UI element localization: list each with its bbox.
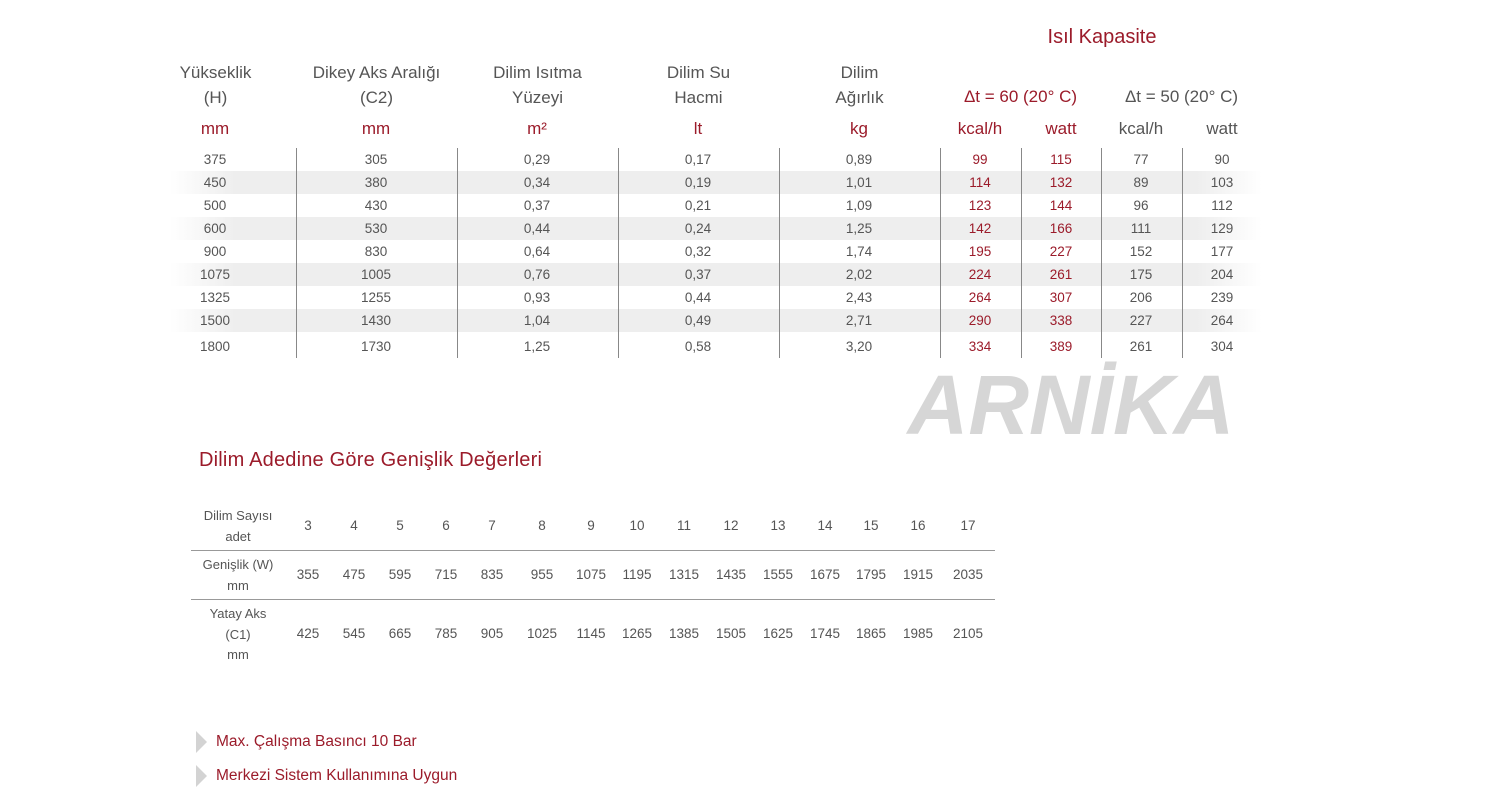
width-value: 835 — [480, 567, 504, 582]
column-divider — [1182, 148, 1183, 358]
width-value: 1435 — [715, 567, 747, 582]
width-value: 1555 — [762, 567, 794, 582]
row-divider — [191, 550, 995, 551]
delta-t-60-header: Δt = 60 (20° C) — [963, 87, 1078, 106]
table-cell: 900 — [203, 244, 227, 259]
slice-count-value: 10 — [629, 518, 645, 533]
table-cell: 0,89 — [845, 152, 873, 167]
table-cell: 1,25 — [845, 221, 873, 236]
table-cell: 307 — [1049, 290, 1073, 305]
table-cell: 530 — [364, 221, 388, 236]
table-cell: 129 — [1210, 221, 1234, 236]
capacity-table-body — [170, 148, 1262, 360]
table-cell: 227 — [1049, 244, 1073, 259]
table-cell: 144 — [1049, 198, 1073, 213]
width-value: 1195 — [622, 567, 652, 582]
header-line: Yüzeyi — [511, 88, 564, 107]
table-cell: 99 — [972, 152, 988, 167]
width-value: 1675 — [809, 567, 841, 582]
table-cell: 1325 — [199, 290, 231, 305]
horizontal-axis-value: 1985 — [902, 626, 934, 641]
slice-count-value: 16 — [910, 518, 926, 533]
table-cell: 338 — [1049, 313, 1073, 328]
table-row — [170, 286, 1262, 309]
unit-label: watt — [1206, 119, 1238, 138]
header-line: Hacmi — [674, 88, 723, 107]
table-cell: 334 — [968, 338, 992, 354]
horizontal-axis-value: 1385 — [668, 626, 700, 641]
slice-count-value: 6 — [442, 518, 450, 533]
table-cell: 0,17 — [684, 152, 712, 167]
header-weight — [779, 60, 940, 110]
thermal-capacity-title: Isıl Kapasite — [1047, 26, 1157, 48]
table-cell: 0,49 — [684, 313, 712, 328]
table-row — [170, 148, 1262, 171]
width-value: 1915 — [902, 567, 934, 582]
header-line: Dikey Aks Aralığı — [312, 63, 441, 82]
label-line: adet — [225, 528, 251, 544]
table-cell: 1800 — [199, 338, 231, 354]
table-cell: 2,71 — [845, 313, 873, 328]
width-value: 2035 — [952, 567, 984, 582]
unit-label: mm — [200, 119, 230, 138]
table-cell: 115 — [1050, 152, 1072, 167]
table-cell: 112 — [1211, 198, 1233, 213]
row-label-horizontal-axis — [190, 604, 286, 666]
header-line: Dilim — [840, 63, 879, 82]
unit-label: lt — [693, 119, 703, 138]
table-cell: 830 — [364, 244, 388, 259]
table-cell: 0,34 — [523, 175, 551, 190]
width-value: 1075 — [575, 567, 607, 582]
table-cell: 90 — [1214, 152, 1230, 167]
row-label-slice-count — [190, 506, 286, 547]
width-value: 355 — [296, 567, 320, 582]
slice-count-value: 12 — [723, 518, 739, 533]
table-cell: 0,24 — [684, 221, 712, 236]
header-heating-surface — [457, 60, 618, 110]
horizontal-axis-value: 1865 — [855, 626, 887, 641]
unit-label: kg — [850, 119, 868, 138]
feature-item — [196, 763, 457, 789]
table-cell: 227 — [1129, 313, 1153, 328]
feature-item — [196, 729, 417, 755]
table-cell: 290 — [968, 313, 992, 328]
table-cell: 89 — [1133, 175, 1149, 190]
table-cell: 0,21 — [684, 198, 712, 213]
table-cell: 0,76 — [523, 267, 551, 282]
header-line: Yükseklik — [179, 63, 252, 82]
table-cell: 1430 — [360, 313, 392, 328]
table-cell: 0,93 — [523, 290, 551, 305]
label-line: Dilim Sayısı — [203, 508, 273, 523]
unit-label: mm — [361, 119, 391, 138]
table-cell: 103 — [1210, 175, 1234, 190]
row-label-width — [190, 555, 286, 596]
table-cell: 0,58 — [684, 338, 712, 354]
table-cell: 1500 — [199, 313, 231, 328]
table-row — [170, 171, 1262, 194]
table-cell: 0,32 — [684, 244, 712, 259]
table-cell: 264 — [1210, 313, 1234, 328]
table-cell: 224 — [968, 267, 992, 282]
horizontal-axis-value: 785 — [434, 626, 458, 641]
table-cell: 114 — [969, 175, 991, 190]
slice-count-value: 13 — [770, 518, 786, 533]
header-line: Dilim Su — [666, 63, 731, 82]
table-cell: 77 — [1133, 152, 1149, 167]
slice-count-value: 5 — [396, 518, 404, 533]
table-cell: 96 — [1133, 198, 1149, 213]
logo-text: ARNİKA — [907, 358, 1235, 446]
header-line: Dilim Isıtma — [493, 63, 582, 82]
table-cell: 264 — [968, 290, 992, 305]
table-cell: 239 — [1210, 290, 1234, 305]
table-cell: 305 — [364, 152, 388, 167]
horizontal-axis-value: 1265 — [621, 626, 653, 641]
slice-count-value: 9 — [587, 518, 595, 533]
horizontal-axis-value: 1025 — [526, 626, 558, 641]
table-cell: 1005 — [360, 267, 392, 282]
table-cell: 600 — [203, 221, 227, 236]
width-value: 595 — [388, 567, 412, 582]
arnika-logo — [895, 356, 1247, 446]
bullet-arrow-icon — [196, 765, 207, 787]
table-cell: 206 — [1129, 290, 1153, 305]
feature-text: Max. Çalışma Basıncı 10 Bar — [216, 733, 417, 750]
label-line: Yatay Aks — [209, 606, 267, 621]
horizontal-axis-value: 1145 — [576, 626, 606, 641]
column-divider — [618, 148, 619, 358]
label-line: Genişlik (W) — [202, 557, 274, 572]
table-cell: 389 — [1049, 338, 1073, 354]
table-cell: 1,09 — [845, 198, 873, 213]
table-cell: 1730 — [360, 338, 392, 354]
table-cell: 1075 — [199, 267, 231, 282]
header-water-volume — [618, 60, 779, 110]
table-cell: 152 — [1129, 244, 1153, 259]
width-value: 1315 — [668, 567, 700, 582]
column-divider — [1101, 148, 1102, 358]
table-cell: 175 — [1129, 267, 1153, 282]
label-line: (C1) — [225, 626, 251, 642]
table-cell: 430 — [364, 198, 388, 213]
table-cell: 2,43 — [845, 290, 873, 305]
horizontal-axis-value: 425 — [296, 626, 320, 641]
table-cell: 0,64 — [523, 244, 551, 259]
delta-t-50-header: Δt = 50 (20° C) — [1124, 87, 1239, 106]
slice-count-value: 4 — [350, 518, 358, 533]
header-line: (C2) — [359, 88, 394, 107]
table-cell: 1,01 — [845, 175, 873, 190]
table-cell: 195 — [968, 244, 992, 259]
slice-count-value: 11 — [676, 518, 691, 533]
table-cell: 1,25 — [523, 338, 551, 354]
unit-label: m² — [527, 119, 547, 138]
table-cell: 1255 — [360, 290, 392, 305]
column-divider — [940, 148, 941, 358]
slice-count-value: 14 — [817, 518, 833, 533]
table-cell: 111 — [1130, 221, 1152, 236]
width-value: 955 — [530, 567, 554, 582]
column-divider — [779, 148, 780, 358]
table-cell: 261 — [1129, 338, 1153, 354]
table-row — [170, 309, 1262, 332]
table-cell: 261 — [1049, 267, 1073, 282]
unit-label: watt — [1045, 119, 1077, 138]
table-cell: 375 — [203, 152, 227, 167]
slice-count-value: 8 — [538, 518, 546, 533]
table-cell: 123 — [968, 198, 992, 213]
table-cell: 0,44 — [684, 290, 712, 305]
header-vertical-axis — [296, 60, 457, 110]
table-cell: 2,02 — [845, 267, 873, 282]
feature-text: Merkezi Sistem Kullanımına Uygun — [216, 767, 458, 784]
table-row — [170, 240, 1262, 263]
table-cell: 450 — [203, 175, 227, 190]
width-value: 715 — [434, 567, 458, 582]
slice-count-value: 15 — [863, 518, 879, 533]
header-height — [135, 60, 296, 110]
slice-count-value: 3 — [304, 518, 312, 533]
unit-label: kcal/h — [1118, 119, 1164, 138]
table-cell: 0,37 — [684, 267, 712, 282]
unit-label: kcal/h — [957, 119, 1003, 138]
table-cell: 380 — [364, 175, 388, 190]
horizontal-axis-value: 1745 — [809, 626, 841, 641]
table-cell: 0,44 — [523, 221, 551, 236]
table-cell: 0,29 — [523, 152, 551, 167]
header-line: Ağırlık — [835, 88, 884, 107]
table-cell: 304 — [1210, 338, 1234, 354]
width-section-title: Dilim Adedine Göre Genişlik Değerleri — [199, 449, 543, 471]
table-cell: 166 — [1049, 221, 1073, 236]
table-row — [170, 194, 1262, 217]
table-cell: 3,20 — [845, 338, 873, 354]
width-value: 475 — [342, 567, 366, 582]
table-cell: 142 — [968, 221, 992, 236]
table-cell: 132 — [1049, 175, 1073, 190]
horizontal-axis-value: 2105 — [952, 626, 984, 641]
header-line: (H) — [203, 88, 228, 107]
horizontal-axis-value: 905 — [480, 626, 504, 641]
column-divider — [296, 148, 297, 358]
table-cell: 1,74 — [845, 244, 873, 259]
table-cell: 0,37 — [523, 198, 551, 213]
horizontal-axis-value: 1505 — [715, 626, 747, 641]
label-line: mm — [227, 577, 249, 593]
table-cell: 177 — [1210, 244, 1234, 259]
table-row — [170, 263, 1262, 286]
bullet-arrow-icon — [196, 731, 207, 753]
column-divider — [1021, 148, 1022, 358]
horizontal-axis-value: 1625 — [762, 626, 794, 641]
slice-count-value: 17 — [960, 518, 976, 533]
column-divider — [457, 148, 458, 358]
table-cell: 0,19 — [684, 175, 712, 190]
label-line: mm — [227, 647, 249, 662]
table-cell: 204 — [1210, 267, 1234, 282]
table-cell: 500 — [203, 198, 227, 213]
slice-count-value: 7 — [488, 518, 496, 533]
horizontal-axis-value: 665 — [388, 626, 412, 641]
width-value: 1795 — [855, 567, 887, 582]
table-row — [170, 217, 1262, 240]
horizontal-axis-value: 545 — [342, 626, 366, 641]
row-divider — [191, 599, 995, 600]
table-cell: 1,04 — [523, 313, 551, 328]
